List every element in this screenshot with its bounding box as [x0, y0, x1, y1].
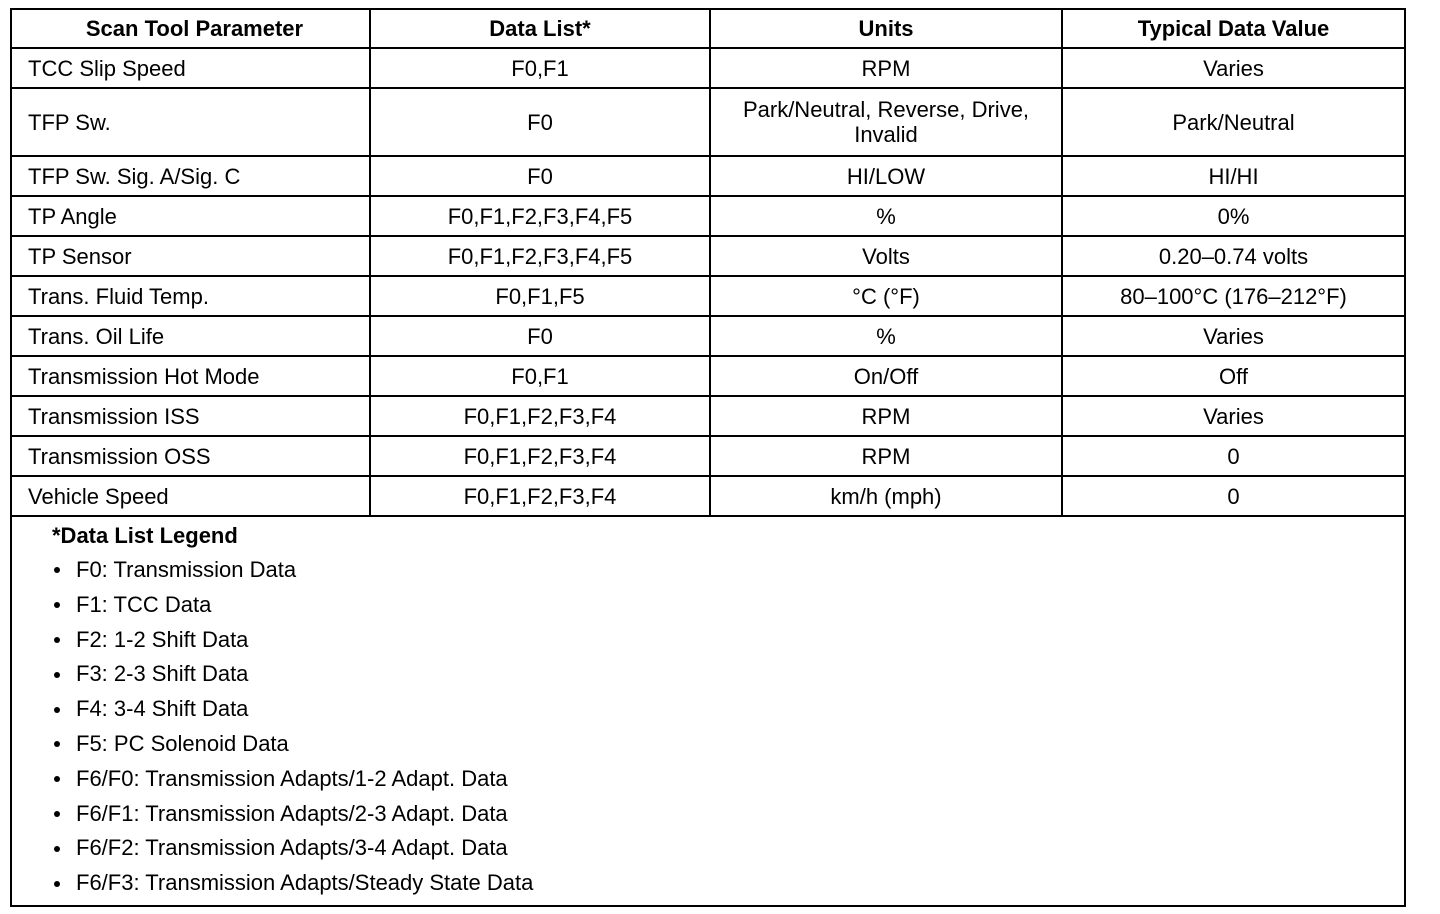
- cell-parameter: TCC Slip Speed: [12, 48, 370, 88]
- table-row: [12, 196, 1404, 236]
- legend-list: [52, 553, 1404, 901]
- legend-item-text: F4: 3-4 Shift Data: [76, 696, 249, 722]
- legend-item-text: F6/F1: Transmission Adapts/2-3 Adapt. Data: [76, 800, 508, 826]
- list-item: [52, 762, 1404, 797]
- cell-typical-value: Varies: [1062, 396, 1404, 436]
- table-row: [12, 276, 1404, 316]
- legend-item-text: F6/F0: Transmission Adapts/1-2 Adapt. Data: [76, 765, 508, 791]
- bullet-icon: [54, 741, 60, 747]
- list-item: [52, 623, 1404, 658]
- cell-data-list: F0,F1,F2,F3,F4: [370, 476, 710, 516]
- list-item: [52, 588, 1404, 623]
- table-row: [12, 476, 1404, 516]
- cell-parameter: TFP Sw. Sig. A/Sig. C: [12, 156, 370, 196]
- cell-units: RPM: [710, 396, 1062, 436]
- cell-units: %: [710, 316, 1062, 356]
- cell-data-list: F0,F1: [370, 356, 710, 396]
- cell-data-list: F0,F1,F5: [370, 276, 710, 316]
- bullet-icon: [54, 672, 60, 678]
- data-list-legend: [12, 517, 1404, 905]
- cell-data-list: F0,F1: [370, 48, 710, 88]
- table-row: [12, 356, 1404, 396]
- list-item: [52, 831, 1404, 866]
- header-scan-tool-parameter: Scan Tool Parameter: [12, 10, 370, 48]
- scan-tool-data-sheet: [10, 8, 1406, 907]
- table-header-row: [12, 10, 1404, 48]
- bullet-icon: [54, 707, 60, 713]
- cell-parameter: TP Sensor: [12, 236, 370, 276]
- cell-typical-value: Park/Neutral: [1062, 88, 1404, 156]
- cell-typical-value: 0: [1062, 476, 1404, 516]
- cell-units: RPM: [710, 48, 1062, 88]
- cell-typical-value: 0%: [1062, 196, 1404, 236]
- legend-item-text: F5: PC Solenoid Data: [76, 730, 289, 756]
- table-row: [12, 236, 1404, 276]
- list-item: [52, 657, 1404, 692]
- cell-units: %: [710, 196, 1062, 236]
- cell-units: °C (°F): [710, 276, 1062, 316]
- cell-data-list: F0: [370, 156, 710, 196]
- cell-units: Volts: [710, 236, 1062, 276]
- cell-parameter: TFP Sw.: [12, 88, 370, 156]
- cell-data-list: F0: [370, 316, 710, 356]
- cell-units: On/Off: [710, 356, 1062, 396]
- cell-typical-value: HI/HI: [1062, 156, 1404, 196]
- bullet-icon: [54, 637, 60, 643]
- cell-parameter: Trans. Oil Life: [12, 316, 370, 356]
- table-row: [12, 316, 1404, 356]
- table-row: [12, 436, 1404, 476]
- cell-data-list: F0,F1,F2,F3,F4,F5: [370, 236, 710, 276]
- cell-typical-value: Varies: [1062, 48, 1404, 88]
- table-row: [12, 396, 1404, 436]
- header-units: Units: [710, 10, 1062, 48]
- list-item: [52, 692, 1404, 727]
- table-row: [12, 88, 1404, 156]
- cell-data-list: F0: [370, 88, 710, 156]
- scan-tool-data-table: [12, 10, 1404, 517]
- bullet-icon: [54, 846, 60, 852]
- cell-typical-value: 0: [1062, 436, 1404, 476]
- legend-item-text: F6/F3: Transmission Adapts/Steady State Data: [76, 870, 534, 896]
- cell-units: km/h (mph): [710, 476, 1062, 516]
- list-item: [52, 553, 1404, 588]
- list-item: [52, 727, 1404, 762]
- cell-parameter: Transmission OSS: [12, 436, 370, 476]
- cell-parameter: Trans. Fluid Temp.: [12, 276, 370, 316]
- cell-typical-value: 0.20–0.74 volts: [1062, 236, 1404, 276]
- legend-item-text: F6/F2: Transmission Adapts/3-4 Adapt. Data: [76, 835, 508, 861]
- table-row: [12, 48, 1404, 88]
- cell-units: Park/Neutral, Reverse, Drive, Invalid: [710, 88, 1062, 156]
- cell-parameter: Transmission Hot Mode: [12, 356, 370, 396]
- list-item: [52, 797, 1404, 832]
- cell-units: RPM: [710, 436, 1062, 476]
- legend-item-text: F2: 1-2 Shift Data: [76, 626, 249, 652]
- header-typical-data-value: Typical Data Value: [1062, 10, 1404, 48]
- legend-item-text: F1: TCC Data: [76, 591, 212, 617]
- bullet-icon: [54, 567, 60, 573]
- cell-typical-value: Varies: [1062, 316, 1404, 356]
- cell-data-list: F0,F1,F2,F3,F4,F5: [370, 196, 710, 236]
- cell-data-list: F0,F1,F2,F3,F4: [370, 396, 710, 436]
- cell-parameter: Vehicle Speed: [12, 476, 370, 516]
- cell-typical-value: Off: [1062, 356, 1404, 396]
- list-item: [52, 866, 1404, 901]
- legend-item-text: F0: Transmission Data: [76, 557, 297, 582]
- cell-data-list: F0,F1,F2,F3,F4: [370, 436, 710, 476]
- cell-parameter: Transmission ISS: [12, 396, 370, 436]
- cell-typical-value: 80–100°C (176–212°F): [1062, 276, 1404, 316]
- legend-title: *Data List Legend: [52, 523, 238, 548]
- bullet-icon: [54, 811, 60, 817]
- table-row: [12, 156, 1404, 196]
- cell-parameter: TP Angle: [12, 196, 370, 236]
- bullet-icon: [54, 776, 60, 782]
- bullet-icon: [54, 602, 60, 608]
- header-data-list: Data List*: [370, 10, 710, 48]
- cell-units: HI/LOW: [710, 156, 1062, 196]
- legend-item-text: F3: 2-3 Shift Data: [76, 661, 249, 687]
- bullet-icon: [54, 881, 60, 887]
